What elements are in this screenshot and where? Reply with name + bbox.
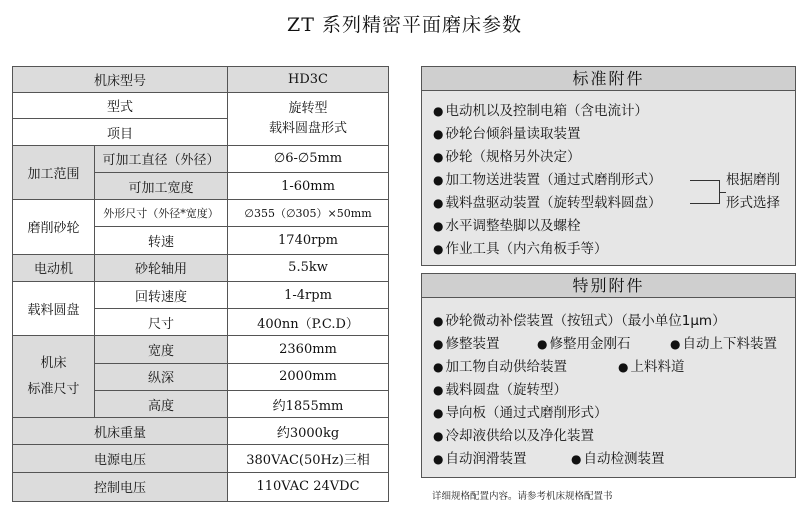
list-item: ● 冷却液供给以及净化装置 xyxy=(433,428,594,444)
side-note-line2: 形式选择 xyxy=(726,195,780,211)
size-width-value: 2360mm xyxy=(228,336,389,363)
width-label: 可加工宽度 xyxy=(95,172,228,199)
weight-value: 约3000kg xyxy=(228,418,389,445)
power-label: 电源电压 xyxy=(13,445,228,472)
bullet-icon: ● xyxy=(537,337,548,351)
list-item: ● 砂轮微动补偿装置（按钮式）（最小单位1μm） xyxy=(433,313,726,329)
list-item: ● 加工物送进装置（通过式磨削形式） xyxy=(433,172,662,188)
list-item: ● 加工物自动供给装置 xyxy=(433,359,567,375)
type-value xyxy=(228,93,389,145)
processing-range-label: 加工范围 xyxy=(13,145,95,200)
bullet-icon: ● xyxy=(571,452,582,466)
standard-accessories-panel xyxy=(421,66,796,266)
table-row xyxy=(13,145,389,172)
wheel-size-label: 外形尺寸（外径*宽度） xyxy=(95,200,228,227)
bullet-icon: ● xyxy=(433,127,444,141)
list-item: ● 水平调整垫脚以及螺栓 xyxy=(433,218,581,234)
list-item: ● 导向板（通过式磨削形式） xyxy=(433,405,608,421)
control-label: 控制电压 xyxy=(13,472,228,501)
motor-label: 电动机 xyxy=(13,254,95,281)
width-value: 1-60mm xyxy=(228,172,389,199)
weight-label: 机床重量 xyxy=(13,418,228,445)
list-item: ● 载料圆盘（旋转型） xyxy=(433,382,567,398)
special-accessories-title: 特别附件 xyxy=(422,274,795,298)
table-row xyxy=(13,200,389,227)
bullet-icon: ● xyxy=(433,219,444,233)
table-row xyxy=(13,67,389,93)
list-item: ● 砂轮（规格另外决定） xyxy=(433,149,581,165)
spindle-value: 5.5kw xyxy=(228,254,389,281)
bullet-icon: ● xyxy=(433,104,444,118)
bullet-icon: ● xyxy=(618,360,629,374)
list-item: ● 作业工具（内六角板手等） xyxy=(433,241,608,257)
item-label: 项目 xyxy=(13,119,228,145)
bullet-icon: ● xyxy=(433,429,444,443)
list-item: ● 电动机以及控制电箱（含电流计） xyxy=(433,103,648,119)
rotation-value: 1-4rpm xyxy=(228,281,389,308)
disc-size-value: 400nn（P.C.D） xyxy=(228,309,389,336)
bullet-icon: ● xyxy=(433,173,444,187)
page-title: ZT 系列精密平面磨床参数 xyxy=(287,14,522,36)
list-item: ● 修整用金刚石 xyxy=(537,336,631,352)
footnote: 详细规格配置内容。请参考机床规格配置书 xyxy=(432,491,613,502)
bullet-icon: ● xyxy=(433,452,444,466)
list-item: ● 上料料道 xyxy=(618,359,685,375)
size-depth-value: 2000mm xyxy=(228,363,389,390)
type-value-line1: 旋转型 xyxy=(288,100,328,116)
spec-table xyxy=(12,66,389,502)
rotation-label: 回转速度 xyxy=(95,281,228,308)
table-row xyxy=(13,254,389,281)
bullet-icon: ● xyxy=(433,196,444,210)
table-row xyxy=(13,418,389,445)
bullet-icon: ● xyxy=(433,314,444,328)
list-item: ● 修整装置 xyxy=(433,336,500,352)
machine-model-value: HD3C xyxy=(228,67,389,93)
type-label: 型式 xyxy=(13,93,228,119)
bullet-icon: ● xyxy=(670,337,681,351)
selection-bracket xyxy=(690,180,720,204)
wheel-size-value: ∅355（∅305）×50mm xyxy=(228,200,389,227)
machine-size-label-line1: 机床 xyxy=(40,355,67,371)
size-depth-label: 纵深 xyxy=(95,363,228,390)
bullet-icon: ● xyxy=(433,337,444,351)
machine-size-label-line2: 标准尺寸 xyxy=(27,381,80,397)
spindle-label: 砂轮轴用 xyxy=(95,254,228,281)
size-height-value: 约1855mm xyxy=(228,390,389,417)
power-value: 380VAC(50Hz)三相 xyxy=(228,445,389,472)
standard-accessories-title: 标准附件 xyxy=(422,67,795,91)
disc-size-label: 尺寸 xyxy=(95,309,228,336)
bullet-icon: ● xyxy=(433,150,444,164)
size-height-label: 高度 xyxy=(95,390,228,417)
size-width-label: 宽度 xyxy=(95,336,228,363)
table-row xyxy=(13,336,389,363)
bullet-icon: ● xyxy=(433,360,444,374)
side-note-line1: 根据磨削 xyxy=(726,172,780,188)
list-item: ● 自动润滑装置 xyxy=(433,451,527,467)
list-item: ● 砂轮台倾斜量读取装置 xyxy=(433,126,581,142)
list-item: ● 载料盘驱动装置（旋转型载料圆盘） xyxy=(433,195,662,211)
diameter-value: ∅6-∅5mm xyxy=(228,145,389,172)
list-item: ● 自动上下料装置 xyxy=(670,336,777,352)
type-value-line2: 载料圆盘形式 xyxy=(269,120,348,136)
machine-model-label: 机床型号 xyxy=(13,67,228,93)
table-row xyxy=(13,472,389,501)
wheel-speed-value: 1740rpm xyxy=(228,227,389,254)
machine-size-label xyxy=(13,336,95,418)
wheel-speed-label: 转速 xyxy=(95,227,228,254)
diameter-label: 可加工直径（外径） xyxy=(95,145,228,172)
bullet-icon: ● xyxy=(433,242,444,256)
bullet-icon: ● xyxy=(433,383,444,397)
control-value: 110VAC 24VDC xyxy=(228,472,389,501)
carrier-disc-label: 载料圆盘 xyxy=(13,281,95,336)
selection-bracket-tick xyxy=(720,192,726,193)
table-row xyxy=(13,281,389,308)
table-row xyxy=(13,93,389,119)
table-row xyxy=(13,445,389,472)
bullet-icon: ● xyxy=(433,406,444,420)
grinding-wheel-label: 磨削砂轮 xyxy=(13,200,95,255)
list-item: ● 自动检测装置 xyxy=(571,451,665,467)
